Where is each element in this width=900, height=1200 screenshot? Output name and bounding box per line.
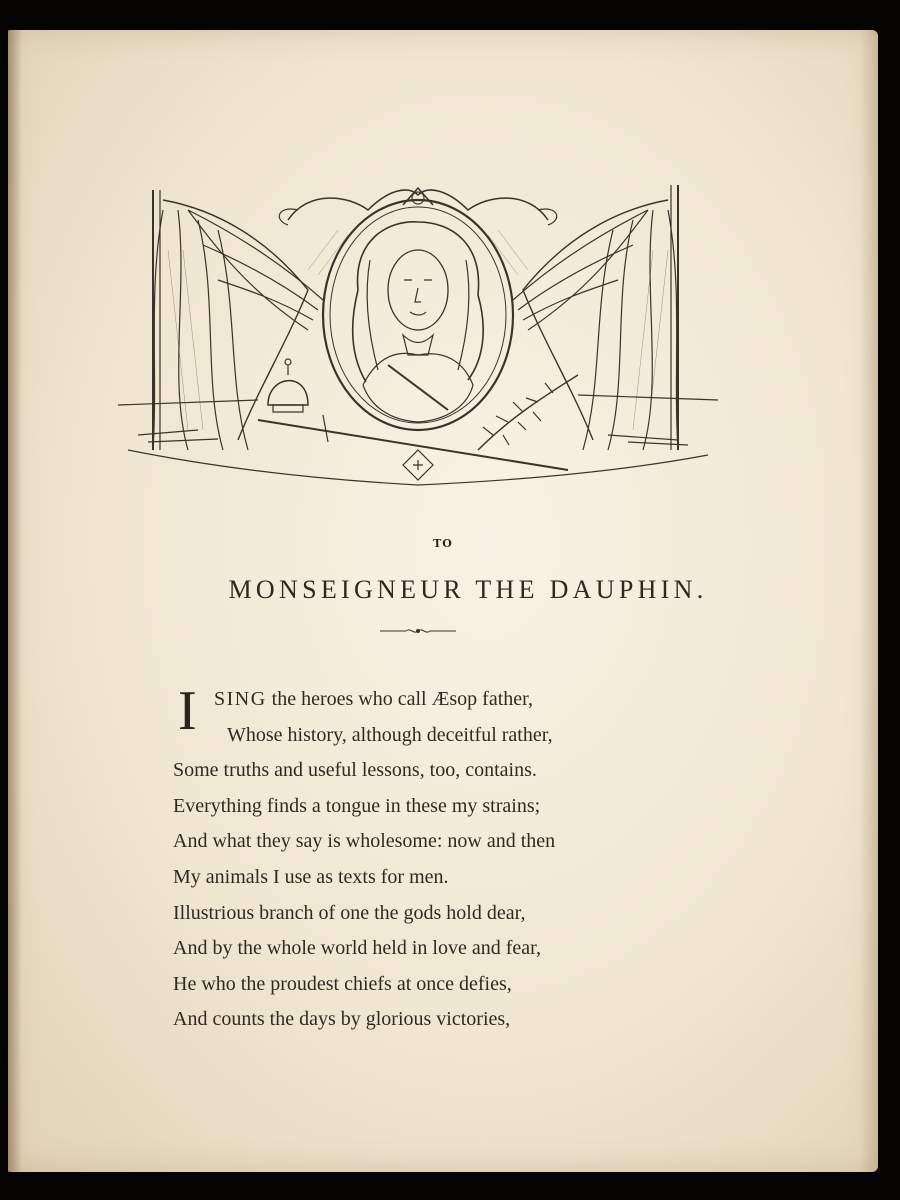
poem-line-4: Everything finds a tongue in these my strains; [173, 794, 541, 817]
book-page [8, 30, 878, 1172]
poem-line-8: And by the whole world held in love and fear, [173, 937, 541, 960]
dedication-title: MONSEIGNEUR THE DAUPHIN. [228, 575, 708, 604]
poem-line-7: Illustrious branch of one the gods hold dear, [173, 901, 526, 924]
poem-line-3: Some truths and useful lessons, too, contains. [173, 759, 537, 782]
dedication-to-label: TO [433, 537, 453, 550]
decorative-rule [378, 626, 458, 636]
poem-line-1-text: the heroes who call Æsop father, [266, 688, 534, 710]
poem-first-word: SING [214, 688, 267, 710]
poem-line-5: And what they say is wholesome: now and then [173, 830, 556, 853]
poem-line-2: Whose history, although deceitful rather, [227, 723, 553, 746]
drop-cap: I [178, 680, 197, 742]
poem-line-9: He who the proudest chiefs at once defies, [173, 972, 512, 995]
poem-body [173, 682, 793, 1038]
poem-line-6: My animals I use as texts for men. [173, 865, 449, 888]
portrait-engraving [108, 150, 728, 500]
poem-line-1 [173, 682, 793, 718]
poem-line-10: And counts the days by glorious victories, [173, 1008, 511, 1031]
